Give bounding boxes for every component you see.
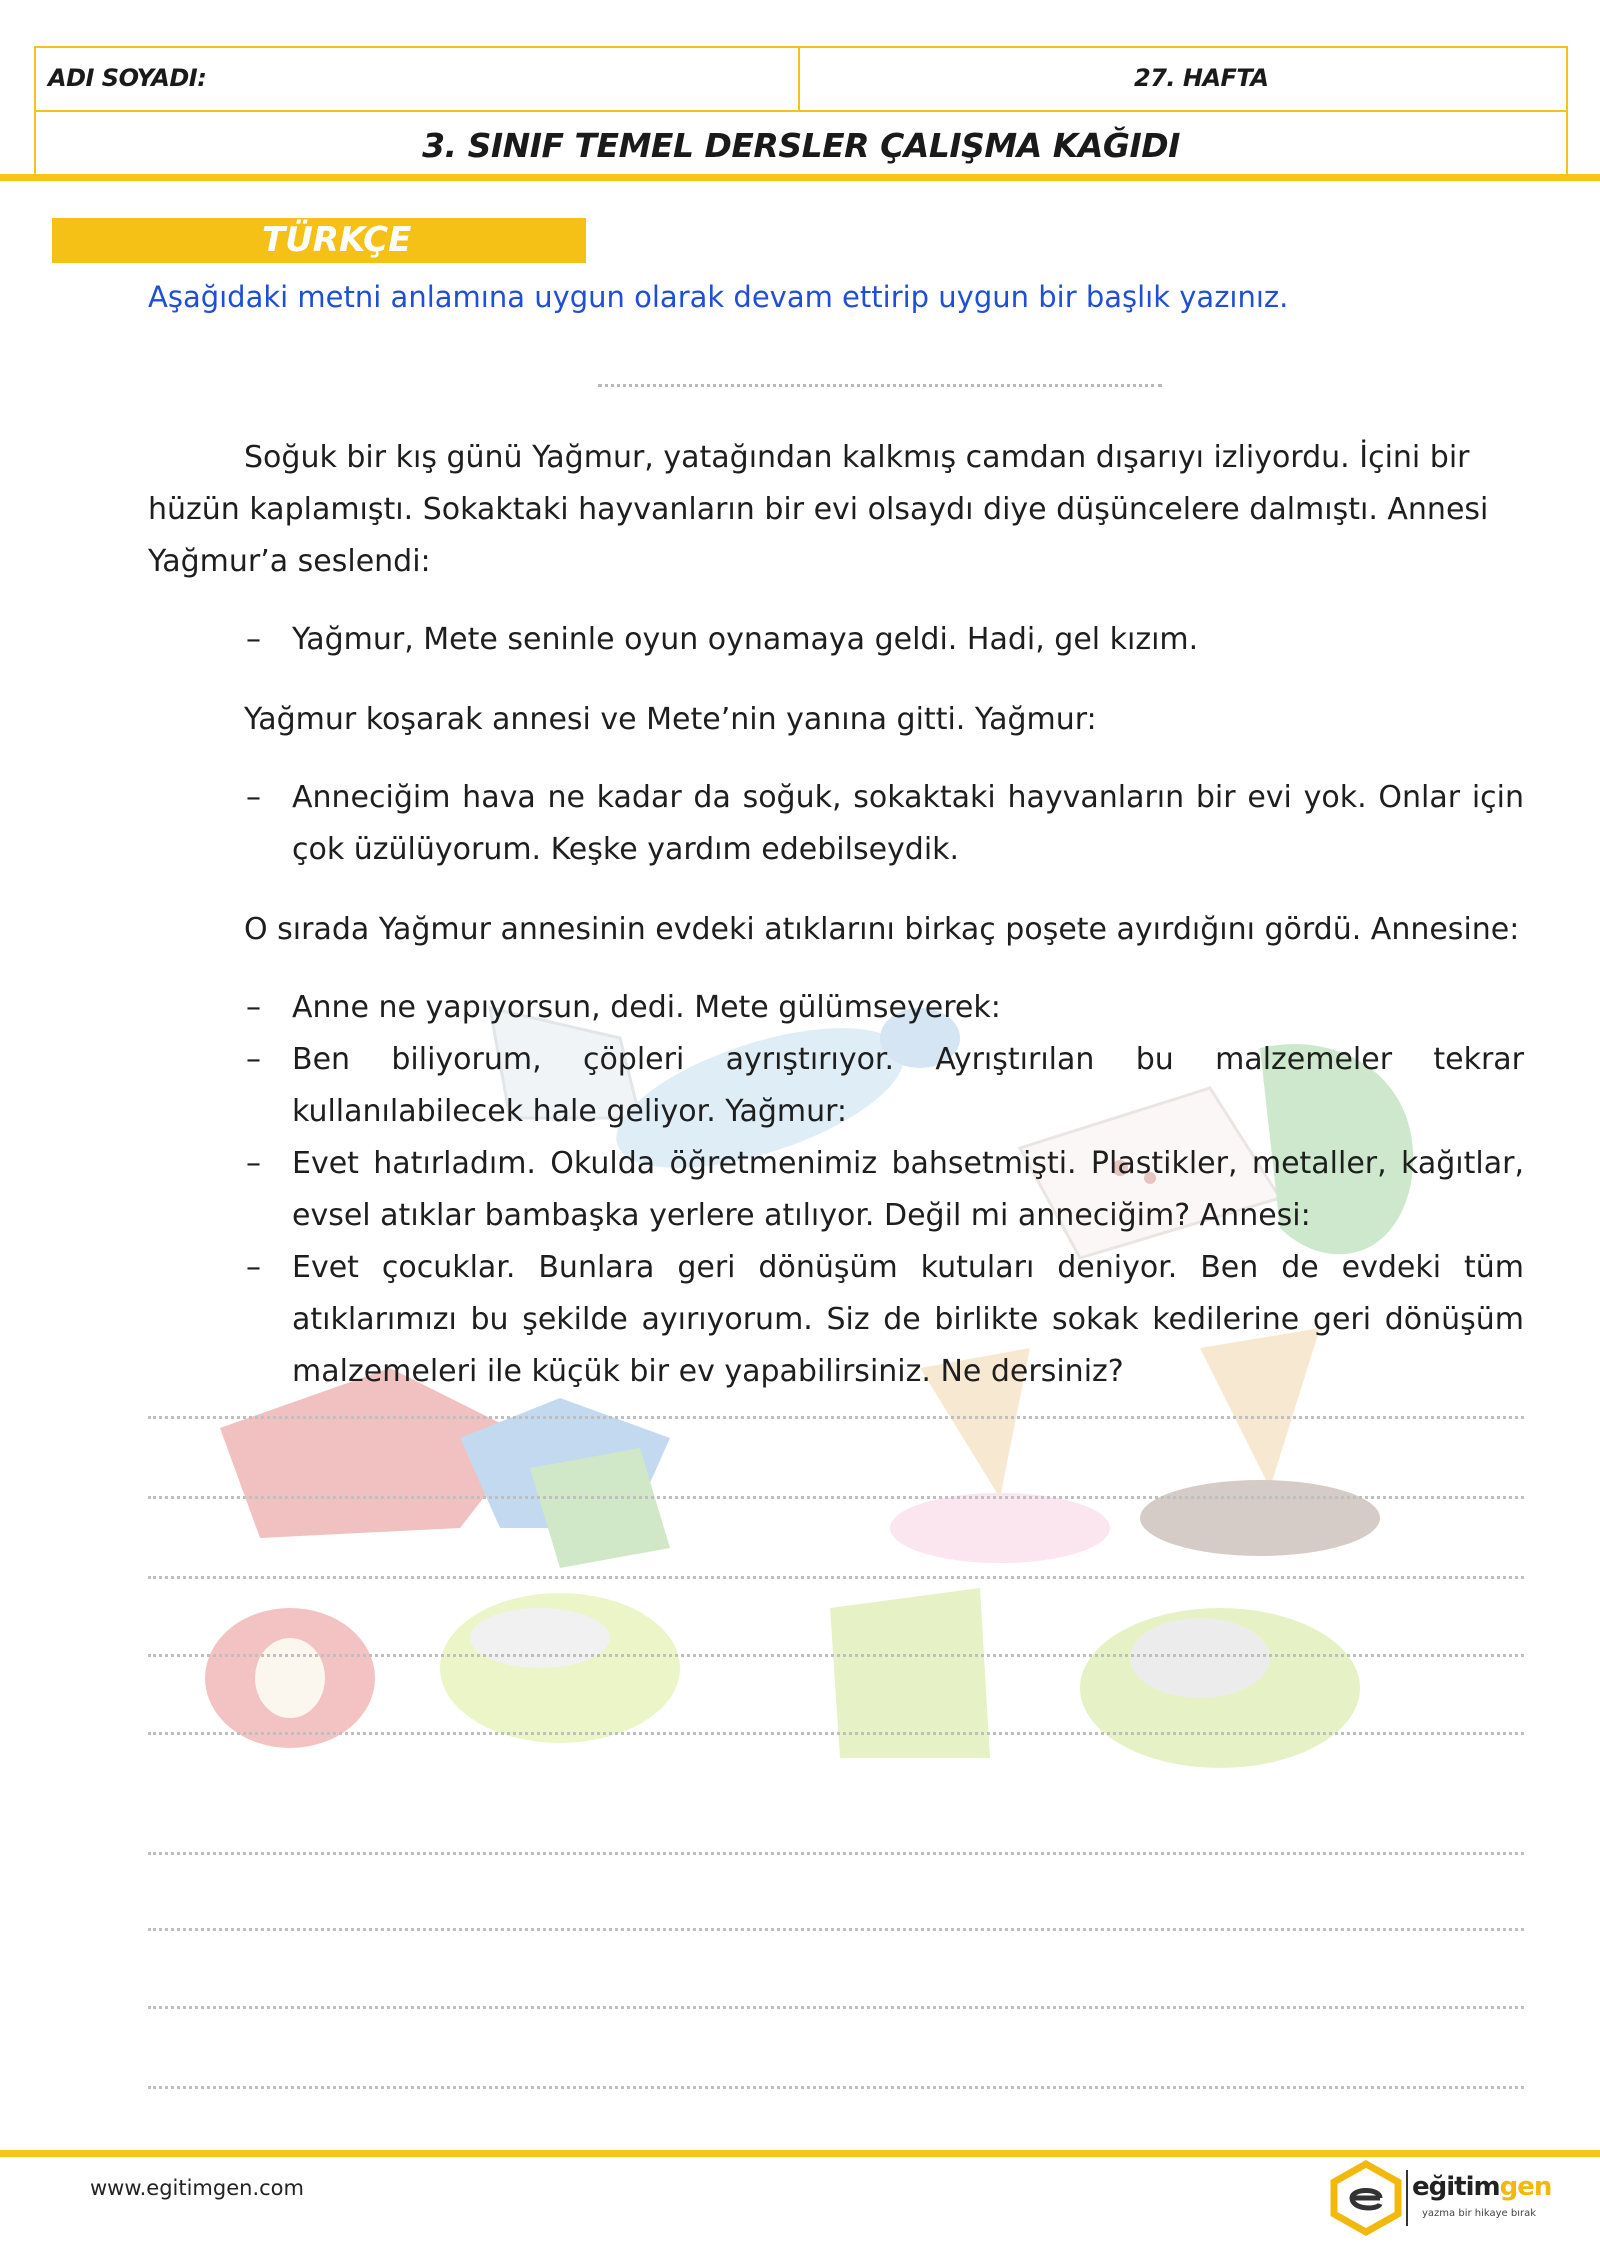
footer-url[interactable]: www.egitimgen.com bbox=[90, 2176, 304, 2200]
hexagon-logo-icon bbox=[1326, 2160, 1406, 2236]
dialog-text: Anne ne yapıyorsun, dedi. Mete gülümseyerek: bbox=[292, 990, 1001, 1025]
logo-brand bbox=[1412, 2172, 1551, 2202]
bottom-gold-band bbox=[0, 2150, 1600, 2157]
header-top-row bbox=[36, 48, 1566, 112]
writing-line[interactable] bbox=[148, 1496, 1524, 1499]
dialog-line bbox=[246, 982, 1524, 1034]
dialog-line bbox=[246, 614, 1524, 666]
logo-brand-part2: gen bbox=[1499, 2172, 1552, 2202]
header-box bbox=[34, 46, 1568, 176]
logo-brand-part1: eğitim bbox=[1412, 2172, 1500, 2202]
dialog-text: Evet çocuklar. Bunlara geri dönüşüm kutuları deniyor. Ben de evdeki tüm atıklarımızı bu şekilde ayırıyorum. Siz de birlikte sokak kedilerine geri dönüşüm malzemeleri ile küçük bir ev yapabilirsiniz. Ne dersiniz? bbox=[292, 1250, 1524, 1389]
header-divider bbox=[798, 48, 800, 110]
story-intro-paragraph: Soğuk bir kış günü Yağmur, yatağından kalkmış camdan dışarıyı izliyordu. İçini bir hüzün kaplamıştı. Sokaktaki hayvanların bir evi olsaydı diye düşüncelere dalmıştı. Annesi Yağmur’a seslendi: bbox=[148, 440, 1489, 579]
title-writing-line bbox=[598, 384, 1162, 387]
egitimgen-logo bbox=[1326, 2160, 1552, 2236]
logo-tagline: yazma bir hikaye bırak bbox=[1422, 2208, 1537, 2219]
dialog-line bbox=[246, 772, 1524, 876]
dialog-line bbox=[246, 1034, 1524, 1138]
dialog-text: Yağmur, Mete seninle oyun oynamaya geldi. Hadi, gel kızım. bbox=[292, 622, 1199, 657]
sheet-title: 3. SINIF TEMEL DERSLER ÇALIŞMA KAĞIDI bbox=[422, 126, 1180, 165]
logo-divider bbox=[1406, 2170, 1408, 2226]
narration-paragraph: Yağmur koşarak annesi ve Mete’nin yanına gitti. Yağmur: bbox=[244, 702, 1097, 737]
dialog-dash: – bbox=[246, 1146, 261, 1181]
dialog-text: Anneciğim hava ne kadar da soğuk, sokaktaki hayvanların bir evi yok. Onlar için çok üzülüyorum. Keşke yardım edebilseydik. bbox=[292, 780, 1524, 867]
writing-line[interactable] bbox=[148, 1928, 1524, 1931]
top-gold-band bbox=[0, 174, 1600, 181]
dialog-dash: – bbox=[246, 990, 261, 1025]
section-bar bbox=[52, 218, 586, 263]
narration-paragraph: O sırada Yağmur annesinin evdeki atıklarını birkaç poşete ayırdığını gördü. Annesine: bbox=[244, 912, 1520, 947]
dialog-dash: – bbox=[246, 622, 261, 657]
writing-line[interactable] bbox=[148, 1576, 1524, 1579]
dialog-line bbox=[246, 1242, 1524, 1398]
section-title: TÜRKÇE bbox=[262, 220, 412, 260]
writing-line[interactable] bbox=[148, 1732, 1524, 1735]
writing-line[interactable] bbox=[148, 2086, 1524, 2089]
writing-line[interactable] bbox=[148, 2006, 1524, 2009]
dialog-text: Ben biliyorum, çöpleri ayrıştırıyor. Ayrıştırılan bu malzemeler tekrar kullanılabilecek hale geliyor. Yağmur: bbox=[292, 1042, 1524, 1129]
name-label: ADI SOYADI: bbox=[48, 64, 207, 92]
dialog-text: Evet hatırladım. Okulda öğretmenimiz bahsetmişti. Plastikler, metaller, kağıtlar, evsel atıklar bambaşka yerlere atılıyor. Değil mi anneciğim? Annesi: bbox=[292, 1146, 1524, 1233]
writing-line[interactable] bbox=[148, 1852, 1524, 1855]
writing-line[interactable] bbox=[148, 1654, 1524, 1657]
dialog-dash: – bbox=[246, 780, 261, 815]
instruction-text: Aşağıdaki metni anlamına uygun olarak devam ettirip uygun bir başlık yazınız. bbox=[148, 280, 1289, 314]
dialog-line bbox=[246, 1138, 1524, 1242]
week-label: 27. HAFTA bbox=[1134, 64, 1269, 92]
writing-line[interactable] bbox=[148, 1416, 1524, 1419]
dialog-dash: – bbox=[246, 1250, 261, 1285]
dialog-dash: – bbox=[246, 1042, 261, 1077]
